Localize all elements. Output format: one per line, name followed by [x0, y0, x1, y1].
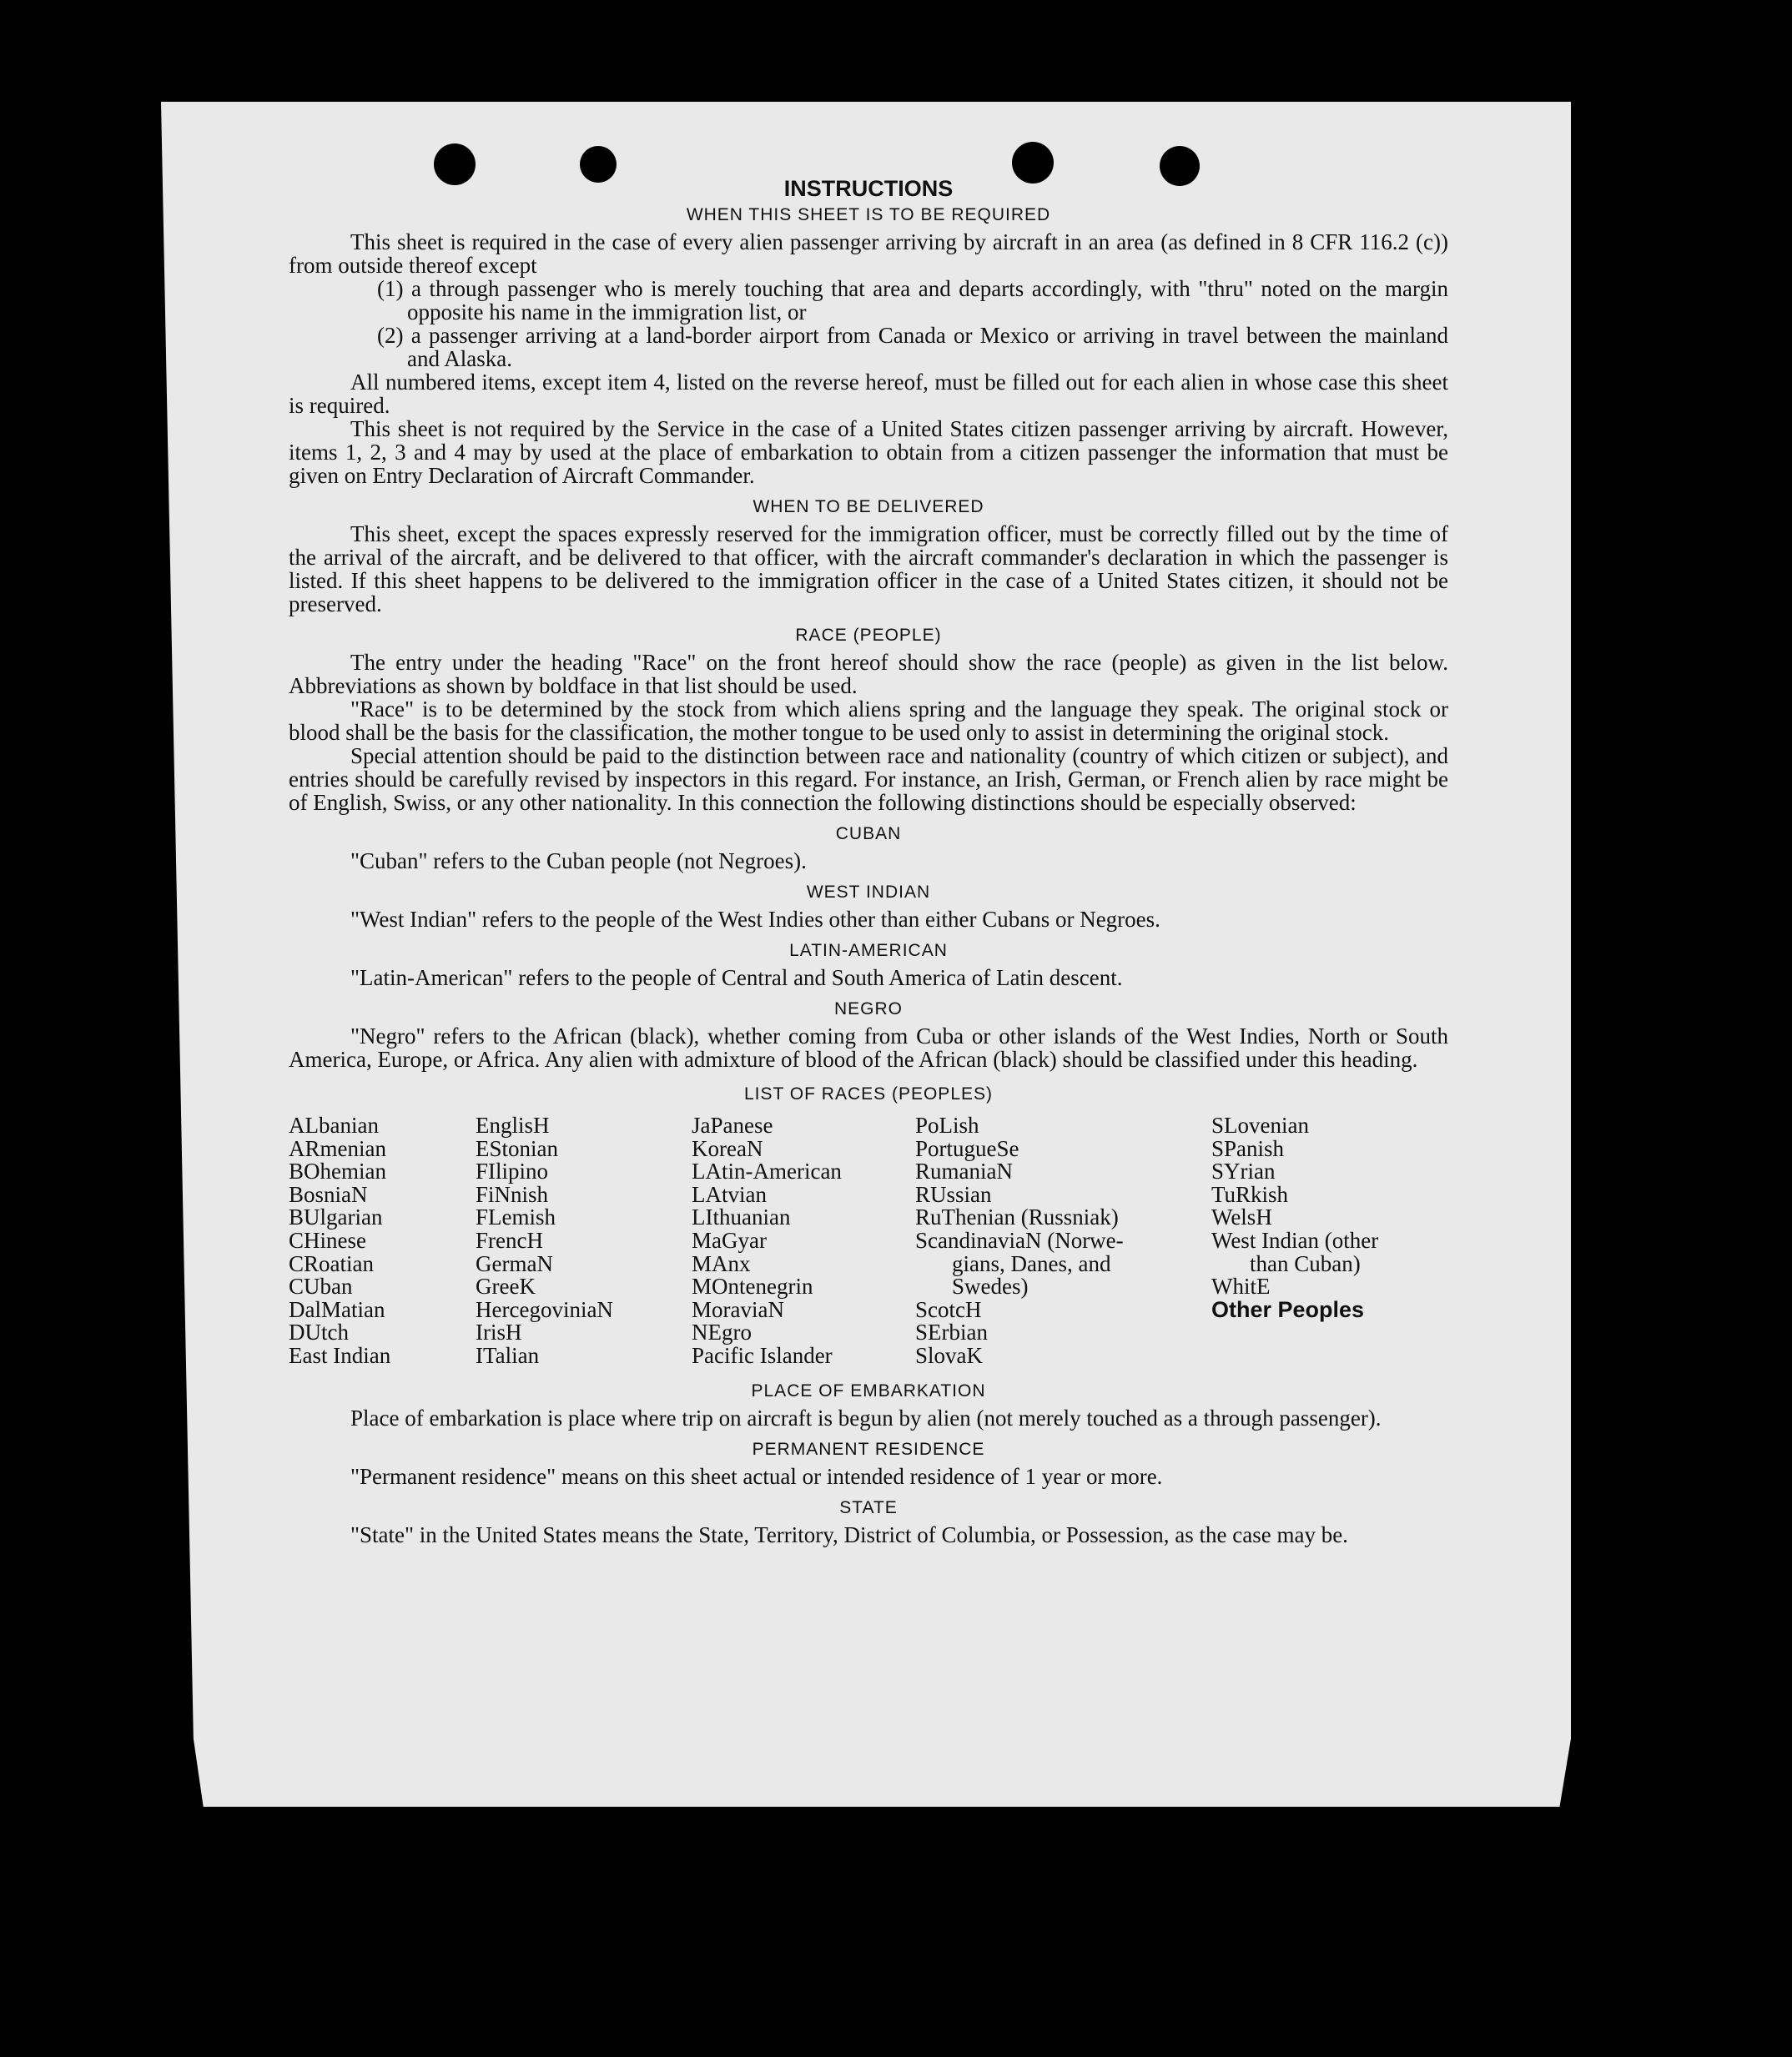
race-entry: GermaN: [476, 1250, 553, 1276]
section-heading: CUBAN: [835, 824, 902, 843]
race-entry: West Indian (other: [1211, 1227, 1379, 1253]
race-column: [1211, 1114, 1445, 1368]
race-entry: FrencH: [476, 1227, 543, 1253]
section-heading: LATIN-AMERICAN: [789, 941, 948, 960]
race-entry: SlovaK: [915, 1342, 983, 1368]
paragraph: This sheet is required in the case of every alien passenger arriving by aircraft in an area (as defined in 8 CFR 116.2 (c)) from outside thereof except: [289, 229, 1448, 278]
race-entry: LAtin-American: [692, 1159, 842, 1184]
paragraph: Place of embarkation is place where trip on aircraft is begun by alien (not merely touched as a through passenger).: [350, 1405, 1382, 1431]
paragraph: "Race" is to be determined by the stock from which aliens spring and the language they speak. The original stock or blood shall be the basis for the classification, the mother tongue to be used only to assist in determining the original stock.: [289, 697, 1448, 745]
race-entry: East Indian: [289, 1342, 391, 1368]
race-entry-continued: Swedes): [952, 1274, 1029, 1300]
paragraph: "Latin-American" refers to the people of Central and South America of Latin descent.: [350, 965, 1123, 990]
paragraph: "Permanent residence" means on this sheet actual or intended residence of 1 year or more.: [350, 1463, 1163, 1489]
race-entry: EnglisH: [476, 1113, 550, 1138]
race-entry: EStonian: [476, 1135, 558, 1161]
race-column: [476, 1114, 692, 1368]
race-entry: WelsH: [1211, 1205, 1272, 1230]
paragraph: "West Indian" refers to the people of the West Indies other than either Cubans or Negroes.: [350, 907, 1160, 932]
race-entry: LIthuanian: [692, 1205, 791, 1230]
race-entry: MAnx: [692, 1250, 751, 1276]
race-entry: RumaniaN: [915, 1159, 1013, 1184]
race-column: [289, 1114, 476, 1368]
race-entry: KoreaN: [692, 1135, 763, 1161]
race-entry: BUlgarian: [289, 1205, 383, 1230]
race-entry: PortugueSe: [915, 1135, 1019, 1161]
race-entry: ScotcH: [915, 1296, 982, 1322]
race-entry: NEgro: [692, 1320, 752, 1345]
race-entry: ScandinaviaN (Norwe-: [915, 1227, 1124, 1253]
paragraph: "State" in the United States means the State, Territory, District of Columbia, or Possession, as the case may be.: [350, 1521, 1348, 1547]
page-title: INSTRUCTIONS: [783, 176, 954, 201]
list-item: (2) a passenger arriving at a land-border airport from Canada or Mexico or arriving in travel between the mainland and Alaska.: [377, 323, 1448, 371]
paragraph: "Cuban" refers to the Cuban people (not Negroes).: [350, 848, 807, 873]
paragraph: "Negro" refers to the African (black), whether coming from Cuba or other islands of the West Indies, North or South America, Europe, or Africa. Any alien with admixture of blood of the African (black) should be classified under this heading.: [289, 1023, 1448, 1072]
race-entry: MOntenegrin: [692, 1274, 813, 1300]
race-entry: BOhemian: [289, 1159, 386, 1184]
races-heading: LIST OF RACES (PEOPLES): [743, 1084, 994, 1104]
race-entry-continued: gians, Danes, and: [952, 1250, 1111, 1276]
race-entry: WhitE: [1211, 1274, 1271, 1300]
race-entry: MaGyar: [692, 1227, 767, 1253]
race-entry: GreeK: [476, 1274, 536, 1300]
paragraph: This sheet, except the spaces expressly reserved for the immigration officer, must be correctly filled out by the time of the arrival of the aircraft, and be delivered to that officer, with the aircraft commander's declaration in which the passenger is listed. If this sheet happens to be delivered to the immigration officer in the case of a United States citizen, it should not be preserved.: [289, 521, 1448, 616]
race-entry: TuRkish: [1211, 1181, 1289, 1207]
paragraph: All numbered items, except item 4, listed on the reverse hereof, must be filled out for each alien in whose case this sheet is required.: [289, 370, 1448, 418]
race-entry: DUtch: [289, 1320, 349, 1345]
race-column: [692, 1114, 915, 1368]
race-entry: FLemish: [476, 1205, 556, 1230]
paragraph: This sheet is not required by the Service in the case of a United States citizen passenger arriving by aircraft. However, items 1, 2, 3 and 4 may by used at the place of embarkation to obtain from a citizen passenger the information that must be given on Entry Declaration of Aircraft Commander.: [289, 416, 1448, 488]
section-heading: RACE (PEOPLE): [795, 626, 942, 645]
race-entry: FiNnish: [476, 1181, 549, 1207]
race-entry: RuThenian (Russniak): [915, 1205, 1119, 1230]
race-entry: SLovenian: [1211, 1113, 1309, 1138]
section-heading: STATE: [839, 1497, 898, 1517]
race-entry: SErbian: [915, 1320, 988, 1345]
race-entry: IrisH: [476, 1320, 522, 1345]
section-heading: PERMANENT RESIDENCE: [752, 1439, 985, 1459]
race-entry: DalMatian: [289, 1296, 385, 1322]
section-heading: WHEN THIS SHEET IS TO BE REQUIRED: [686, 205, 1051, 224]
race-entry: HercegoviniaN: [476, 1296, 613, 1322]
race-entry: MoraviaN: [692, 1296, 784, 1322]
race-entry: CUban: [289, 1274, 353, 1300]
race-entry: BosniaN: [289, 1181, 368, 1207]
race-entry: RUssian: [915, 1181, 992, 1207]
race-column: [915, 1114, 1211, 1368]
race-entry: SYrian: [1211, 1159, 1276, 1184]
race-entry: FIlipino: [476, 1159, 549, 1184]
race-entry: SPanish: [1211, 1135, 1285, 1161]
section-heading: NEGRO: [833, 999, 903, 1018]
race-entry: CRoatian: [289, 1250, 374, 1276]
instructions-content: [289, 177, 1448, 1547]
race-entry: ALbanian: [289, 1113, 379, 1138]
race-entry: PoLish: [915, 1113, 979, 1138]
section-heading: PLACE OF EMBARKATION: [751, 1381, 986, 1401]
race-entry: Other Peoples: [1211, 1296, 1365, 1322]
race-entry: ITalian: [476, 1342, 540, 1368]
paragraph: Special attention should be paid to the distinction between race and nationality (country of which citizen or subject), and entries should be carefully revised by inspectors in this regard. For instance, an Irish, German, or French alien by race might be of English, Swiss, or any other nationality. In this connection the following distinctions should be especially observed:: [289, 743, 1448, 815]
race-entry: CHinese: [289, 1227, 366, 1253]
race-entry: JaPanese: [692, 1113, 773, 1138]
section-heading: WHEN TO BE DELIVERED: [753, 497, 984, 516]
list-item: (1) a through passenger who is merely touching that area and departs accordingly, with "thru" noted on the margin opposite his name in the immigration list, or: [377, 276, 1448, 324]
race-entry: ARmenian: [289, 1135, 386, 1161]
paragraph: The entry under the heading "Race" on the front hereof should show the race (people) as given in the list below. Abbreviations as shown by boldface in that list should be used.: [289, 650, 1448, 698]
race-entry: Pacific Islander: [692, 1342, 833, 1368]
race-entry-continued: than Cuban): [1250, 1250, 1361, 1276]
race-entry: LAtvian: [692, 1181, 767, 1207]
race-list: [289, 1114, 1448, 1368]
section-heading: WEST INDIAN: [806, 883, 931, 902]
